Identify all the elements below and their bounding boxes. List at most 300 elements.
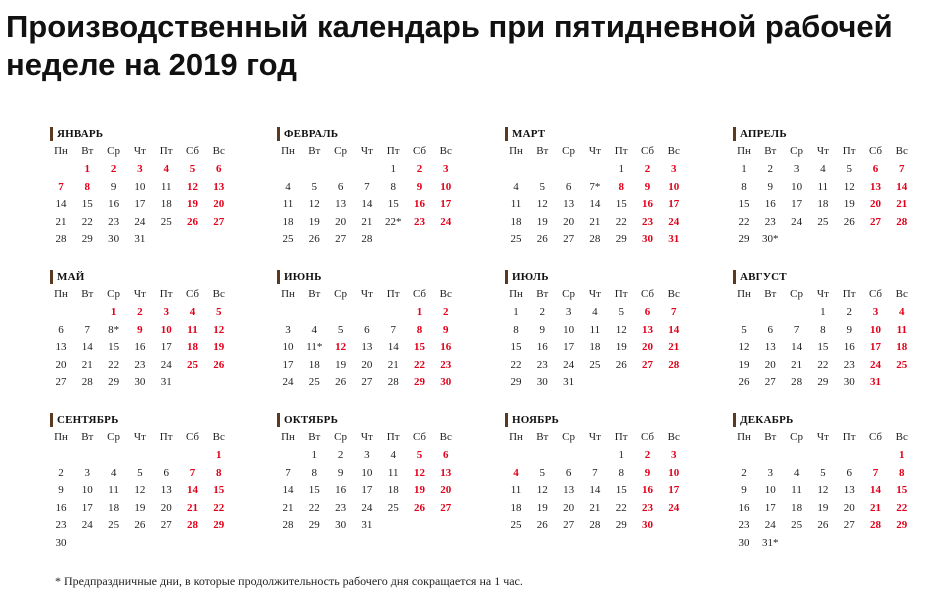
work-day: 3 — [364, 449, 370, 461]
holiday-day: 22 — [213, 501, 225, 514]
work-day: 10 — [81, 484, 93, 496]
work-day: 15 — [615, 484, 627, 496]
weekday-label: Пт — [386, 288, 400, 300]
holiday-day: 10 — [870, 323, 881, 336]
work-day: 9 — [110, 180, 117, 193]
work-day: 24 — [764, 519, 776, 531]
holiday-day: 21 — [870, 501, 881, 514]
holiday-day: 3 — [671, 449, 677, 461]
work-day: 6 — [58, 323, 64, 336]
work-day: 12 — [308, 198, 320, 210]
work-day: 5 — [846, 163, 852, 175]
work-day: 20 — [563, 215, 575, 228]
holiday-day: 1 — [84, 163, 91, 175]
holiday-day: 8 — [84, 180, 91, 193]
work-day: 31 — [361, 519, 373, 531]
weekday-label: Вс — [667, 288, 680, 300]
work-day: 10 — [791, 180, 803, 193]
work-day: 28 — [589, 519, 601, 531]
work-day: 14 — [361, 198, 373, 210]
work-day: 21 — [791, 358, 803, 371]
holiday-day: 3 — [443, 163, 449, 175]
holiday-day: 28 — [187, 519, 198, 531]
holiday-day: 29 — [414, 376, 425, 388]
work-day: 3 — [793, 163, 800, 175]
work-day: 30 — [335, 519, 347, 531]
work-day: 22* — [384, 215, 402, 228]
work-day: 21 — [55, 215, 67, 228]
month-title: ОКТЯБРЬ — [277, 413, 338, 427]
work-day: 17 — [282, 358, 294, 371]
work-day: 20 — [335, 215, 347, 228]
holiday-day: 20 — [642, 341, 653, 353]
weekday-label: Сб — [640, 431, 655, 443]
weekday-label: Вт — [764, 145, 777, 157]
work-day: 11 — [282, 198, 294, 210]
weekday-label: Чт — [360, 288, 373, 300]
work-day: 25 — [282, 233, 294, 245]
work-day: 8 — [618, 466, 624, 479]
month-title: ИЮНЬ — [277, 270, 322, 284]
holiday-day: 31 — [668, 233, 680, 245]
month-title: МАЙ — [50, 270, 84, 284]
work-day: 21 — [282, 501, 294, 514]
weekday-label: Чт — [816, 431, 829, 443]
month-title: ДЕКАБРЬ — [733, 413, 794, 427]
work-day: 4 — [311, 323, 318, 336]
work-day: 12 — [843, 180, 855, 193]
work-day: 22 — [615, 215, 627, 228]
work-day: 23 — [108, 215, 120, 228]
work-day: 18 — [387, 484, 399, 496]
work-day: 30* — [762, 233, 779, 245]
holiday-day: 6 — [872, 163, 879, 175]
weekday-label: Ср — [790, 288, 804, 300]
holiday-day: 16 — [414, 198, 425, 210]
weekday-label: Ср — [562, 431, 576, 443]
work-day: 4 — [592, 306, 598, 318]
work-day: 7* — [589, 180, 601, 193]
work-day: 24 — [563, 358, 575, 371]
weekday-label: Пт — [842, 145, 856, 157]
holiday-day: 27 — [870, 215, 881, 228]
work-day: 2 — [741, 466, 747, 479]
weekday-label: Вс — [895, 145, 908, 157]
work-day: 1 — [618, 163, 624, 175]
work-day: 11 — [160, 180, 172, 193]
weekday-label: Ср — [334, 145, 348, 157]
work-day: 25 — [589, 358, 601, 371]
weekday-label: Пт — [386, 145, 400, 157]
work-day: 3 — [565, 306, 572, 318]
holiday-day: 15 — [414, 341, 425, 353]
work-day: 21 — [387, 358, 399, 371]
work-day: 31 — [160, 376, 172, 388]
work-day: 25 — [308, 376, 320, 388]
work-day: 2 — [539, 306, 546, 318]
holiday-day: 5 — [416, 449, 423, 461]
work-day: 18 — [282, 215, 294, 228]
work-day: 12 — [615, 323, 627, 336]
holiday-day: 15 — [896, 484, 908, 496]
work-day: 20 — [55, 358, 67, 371]
work-day: 8 — [820, 323, 826, 336]
work-day: 14 — [282, 484, 294, 496]
holiday-day: 16 — [440, 341, 452, 353]
work-day: 22 — [615, 501, 627, 514]
work-day: 9 — [539, 323, 546, 336]
work-day: 26 — [308, 233, 320, 245]
holiday-day: 14 — [668, 323, 680, 336]
work-day: 16 — [536, 341, 548, 353]
work-day: 6 — [565, 466, 572, 479]
holiday-day: 28 — [896, 215, 908, 228]
work-day: 21 — [589, 501, 601, 514]
work-day: 7 — [364, 180, 370, 193]
holiday-day: 24 — [668, 215, 680, 228]
holiday-day: 7 — [189, 466, 196, 479]
holiday-day: 13 — [213, 180, 225, 193]
work-day: 26 — [843, 215, 855, 228]
holiday-day: 27 — [213, 215, 225, 228]
month-title: МАРТ — [505, 127, 545, 141]
work-day: 16 — [764, 198, 776, 210]
work-day: 26 — [536, 519, 548, 531]
work-day: 15 — [108, 341, 120, 353]
work-day: 20 — [160, 501, 172, 514]
work-day: 13 — [160, 484, 172, 496]
month-block — [50, 127, 240, 257]
work-day: 17 — [160, 341, 172, 353]
month-block — [733, 413, 923, 549]
holiday-day: 12 — [335, 341, 347, 353]
work-day: 28 — [55, 233, 67, 245]
work-day: 13 — [843, 484, 855, 496]
holiday-day: 25 — [187, 358, 198, 371]
work-day: 9 — [337, 466, 344, 479]
work-day: 19 — [536, 215, 548, 228]
work-day: 8 — [513, 323, 519, 336]
holiday-day: 1 — [899, 449, 905, 461]
work-day: 2 — [58, 466, 64, 479]
work-day: 15 — [738, 198, 750, 210]
work-day: 16 — [738, 501, 750, 514]
weekday-label: Чт — [360, 145, 373, 157]
work-day: 13 — [563, 198, 575, 210]
holiday-day: 5 — [189, 163, 196, 175]
work-day: 22 — [108, 358, 120, 371]
work-day: 26 — [335, 376, 347, 388]
weekday-label: Пт — [386, 431, 400, 443]
weekday-label: Вс — [439, 431, 452, 443]
work-day: 11 — [108, 484, 119, 496]
weekday-label: Пн — [737, 288, 751, 300]
holiday-day: 11 — [896, 323, 907, 336]
weekday-label: Чт — [588, 288, 601, 300]
work-day: 17 — [134, 198, 146, 210]
holiday-day: 28 — [870, 519, 881, 531]
work-day: 29 — [308, 519, 320, 531]
work-day: 15 — [308, 484, 320, 496]
weekday-label: Ср — [334, 288, 348, 300]
weekday-label: Пн — [281, 145, 295, 157]
work-day: 22 — [81, 215, 93, 228]
work-day: 28 — [387, 376, 399, 388]
work-day: 22 — [308, 501, 320, 514]
work-day: 23 — [738, 519, 750, 531]
work-day: 24 — [282, 376, 294, 388]
work-day: 23 — [536, 358, 548, 371]
work-day: 23 — [764, 215, 776, 228]
work-day: 10 — [361, 466, 373, 479]
weekday-label: Пн — [281, 288, 295, 300]
holiday-day: 26 — [213, 358, 225, 371]
work-day: 9 — [846, 323, 852, 336]
work-day: 6 — [565, 180, 572, 193]
work-day: 12 — [536, 484, 548, 496]
work-day: 8 — [311, 466, 318, 479]
work-day: 5 — [337, 323, 344, 336]
weekday-label: Пт — [159, 431, 173, 443]
weekday-label: Пн — [281, 431, 295, 443]
weekday-label: Вт — [308, 145, 321, 157]
holiday-day: 6 — [443, 449, 449, 461]
work-day: 17 — [563, 341, 575, 353]
holiday-day: 12 — [414, 466, 425, 479]
holiday-day: 2 — [443, 306, 449, 318]
month-block — [505, 413, 695, 543]
work-day: 29 — [510, 376, 522, 388]
holiday-day: 30 — [642, 233, 653, 245]
work-day: 11* — [306, 341, 323, 353]
work-day: 17 — [764, 501, 776, 514]
work-day: 14 — [81, 341, 93, 353]
weekday-label: Чт — [816, 288, 829, 300]
work-day: 30 — [134, 376, 146, 388]
work-day: 9 — [767, 180, 774, 193]
work-day: 7 — [390, 323, 396, 336]
work-day: 9 — [741, 484, 747, 496]
weekday-label: Пт — [614, 431, 628, 443]
holiday-day: 18 — [896, 341, 908, 353]
holiday-day: 7 — [899, 163, 905, 175]
work-day: 22 — [510, 358, 522, 371]
month-block — [505, 127, 695, 257]
month-block — [733, 270, 923, 400]
holiday-day: 12 — [187, 180, 198, 193]
holiday-day: 17 — [870, 341, 881, 353]
work-day: 29 — [738, 233, 750, 245]
weekday-label: Сб — [868, 288, 883, 300]
holiday-day: 12 — [213, 323, 225, 336]
work-day: 18 — [510, 215, 522, 228]
work-day: 13 — [764, 341, 776, 353]
work-day: 11 — [817, 180, 829, 193]
work-day: 29 — [108, 376, 120, 388]
weekday-label: Пт — [842, 431, 856, 443]
weekday-label: Пт — [614, 288, 628, 300]
work-day: 15 — [510, 341, 522, 353]
work-day: 5 — [539, 180, 546, 193]
holiday-day: 9 — [644, 466, 651, 479]
holiday-day: 2 — [644, 163, 651, 175]
work-day: 27 — [843, 519, 855, 531]
month-title: СЕНТЯБРЬ — [50, 413, 119, 427]
work-day: 6 — [364, 323, 370, 336]
work-day: 17 — [791, 198, 803, 210]
weekday-label: Вт — [81, 431, 94, 443]
work-day: 20 — [563, 501, 575, 514]
weekday-label: Вт — [764, 288, 777, 300]
work-day: 21 — [361, 215, 373, 228]
work-day: 18 — [510, 501, 522, 514]
work-day: 7 — [285, 466, 291, 479]
work-day: 1 — [390, 163, 396, 175]
work-day: 20 — [361, 358, 373, 371]
work-day: 16 — [335, 484, 347, 496]
weekday-label: Ср — [334, 431, 348, 443]
work-day: 11 — [387, 466, 399, 479]
work-day: 5 — [137, 466, 143, 479]
holiday-day: 10 — [440, 180, 452, 193]
work-day: 4 — [820, 163, 826, 175]
holiday-day: 31 — [870, 376, 881, 388]
holiday-day: 26 — [414, 501, 425, 514]
work-day: 4 — [793, 466, 800, 479]
work-day: 19 — [134, 501, 146, 514]
work-day: 2 — [337, 449, 344, 461]
work-day: 1 — [618, 449, 624, 461]
holiday-day: 14 — [187, 484, 198, 496]
weekday-label: Чт — [588, 145, 601, 157]
work-day: 13 — [563, 484, 575, 496]
month-block — [277, 270, 467, 400]
holiday-day: 14 — [896, 180, 908, 193]
work-day: 17 — [361, 484, 373, 496]
work-day: 20 — [764, 358, 776, 371]
work-day: 30 — [536, 376, 548, 388]
work-day: 10 — [282, 341, 294, 353]
work-day: 27 — [160, 519, 172, 531]
work-day: 22 — [817, 358, 829, 371]
holiday-day: 28 — [668, 358, 680, 371]
work-day: 12 — [134, 484, 146, 496]
holiday-day: 2 — [110, 163, 117, 175]
holiday-day: 2 — [416, 163, 423, 175]
work-day: 28 — [791, 376, 803, 388]
weekday-label: Чт — [816, 145, 829, 157]
work-day: 3 — [84, 466, 91, 479]
work-day: 1 — [820, 306, 826, 318]
work-day: 4 — [513, 180, 519, 193]
work-day: 31 — [134, 233, 146, 245]
weekday-label: Пт — [614, 145, 628, 157]
weekday-label: Пн — [737, 431, 751, 443]
holiday-day: 13 — [870, 180, 881, 193]
work-day: 15 — [387, 198, 399, 210]
holiday-day: 17 — [668, 198, 680, 210]
weekday-label: Чт — [133, 145, 146, 157]
work-day: 27 — [335, 233, 347, 245]
holiday-day: 20 — [870, 198, 881, 210]
work-day: 19 — [308, 215, 320, 228]
month-block — [505, 270, 695, 400]
footnote: * Предпраздничные дни, в которые продолжительность рабочего дня сокращается на 1 час. — [55, 574, 523, 588]
work-day: 30 — [108, 233, 120, 245]
work-day: 29 — [81, 233, 93, 245]
weekday-label: Ср — [107, 431, 121, 443]
work-day: 15 — [81, 198, 93, 210]
work-day: 4 — [285, 180, 291, 193]
work-day: 14 — [589, 484, 601, 496]
work-day: 16 — [843, 341, 855, 353]
work-day: 16 — [108, 198, 120, 210]
work-day: 8 — [390, 180, 396, 193]
holiday-day: 18 — [187, 341, 198, 353]
holiday-day: 10 — [668, 466, 680, 479]
weekday-label: Ср — [107, 145, 121, 157]
holiday-day: 19 — [187, 198, 198, 210]
work-day: 17 — [81, 501, 93, 514]
holiday-day: 10 — [160, 323, 172, 336]
holiday-day: 7 — [58, 180, 64, 193]
holiday-day: 4 — [189, 306, 196, 318]
weekday-label: Вт — [308, 431, 321, 443]
holiday-day: 1 — [416, 306, 423, 318]
work-day: 26 — [738, 376, 750, 388]
month-block — [277, 413, 467, 543]
holiday-day: 16 — [642, 484, 653, 496]
holiday-day: 27 — [642, 358, 653, 371]
weekday-label: Ср — [562, 288, 576, 300]
work-day: 15 — [817, 341, 829, 353]
work-day: 23 — [335, 501, 347, 514]
work-day: 6 — [767, 323, 774, 336]
work-day: 25 — [791, 519, 803, 531]
weekday-label: Сб — [868, 431, 883, 443]
work-day: 18 — [589, 341, 601, 353]
holiday-day: 16 — [642, 198, 653, 210]
holiday-day: 30 — [642, 519, 653, 531]
work-day: 23 — [843, 358, 855, 371]
holiday-day: 1 — [216, 449, 222, 461]
holiday-day: 4 — [899, 306, 905, 318]
work-day: 24 — [134, 215, 146, 228]
work-day: 13 — [335, 198, 347, 210]
holiday-day: 3 — [137, 163, 143, 175]
holiday-day: 7 — [872, 466, 879, 479]
holiday-day: 24 — [870, 358, 881, 371]
month-title: ФЕВРАЛЬ — [277, 127, 338, 141]
page-title: Производственный календарь при пятидневной рабочей неделе на 2019 год — [6, 9, 893, 82]
holiday-day: 8 — [899, 466, 905, 479]
weekday-label: Сб — [185, 145, 200, 157]
work-day: 25 — [108, 519, 120, 531]
work-day: 27 — [55, 376, 67, 388]
work-day: 27 — [764, 376, 776, 388]
work-day: 28 — [81, 376, 93, 388]
work-day: 19 — [843, 198, 855, 210]
work-day: 22 — [738, 215, 750, 228]
weekday-label: Пт — [842, 288, 856, 300]
holiday-day: 23 — [440, 358, 452, 371]
month-title: АПРЕЛЬ — [733, 127, 787, 141]
holiday-day: 17 — [440, 198, 452, 210]
work-day: 7 — [84, 323, 91, 336]
work-day: 11 — [510, 198, 522, 210]
weekday-label: Вс — [212, 431, 225, 443]
weekday-label: Вт — [536, 288, 549, 300]
